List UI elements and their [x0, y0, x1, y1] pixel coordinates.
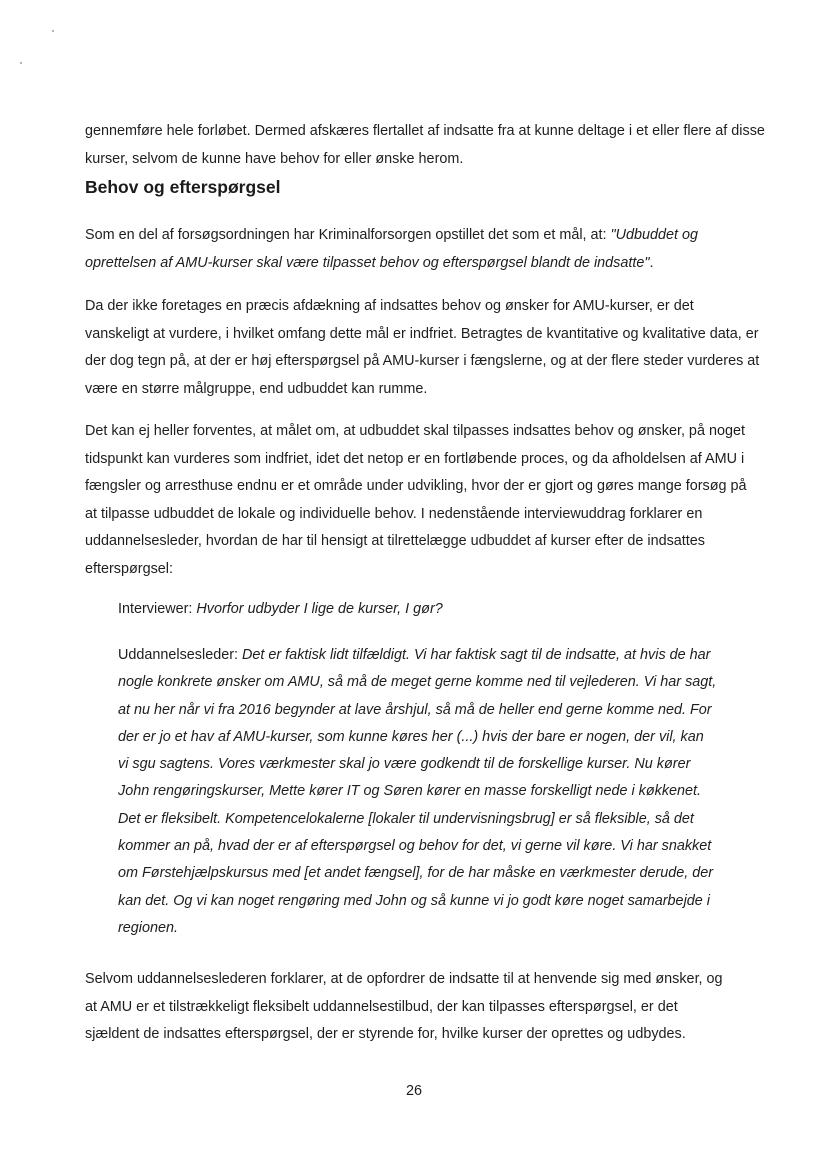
leader-answer: Det er faktisk lidt tilfældigt. Vi har faktisk sagt til de indsatte, at hvis de har nogle konkrete ønsker om AMU, så må de meget gerne komme ned til vejlederen. Vi har sagt, at nu her når vi fra 2016 begynder at lave årshjul, så må de heller end gerne komme ned. For der er jo et hav af AMU-kurser, som kunne køres her (...) hvis der bare er nogen, der vil, kan vi sgu sagtens. Vores værkmester skal jo være godkendt til de forskellige kurser. Nu kører John rengøringskurser, Mette kører IT og Søren kører en masse forskelligt nede i køkkenet. Det er fleksibelt. Kompetencelokalerne [lokaler til undervisningsbrug] er så fleksible, så det kommer an på, hvad der er af efterspørgsel og behov for det, vi gerne vil køre. Vi har snakket om Førstehjælpskursus med [et andet fængsel], for de har måske en værkmester derude, der kan det. Og vi kan noget rengøring med John og så kunne vi jo godt køre noget samarbejde i regionen. [118, 647, 717, 936]
scan-speck [52, 30, 54, 32]
goal-quote: "Udbuddet og oprettelsen af AMU-kurser skal være tilpasset behov og efterspørgsel blandt de indsatte" [85, 227, 699, 271]
assessment-paragraph: Da der ikke foretages en præcis afdækning af indsattes behov og ønsker for AMU-kurser, er det vanskeligt at vurdere, i hvilket omfang dette mål er indfriet. Betragtes de kvantitative og kvalitative data, er der dog tegn på, at der er høj efterspørgsel på AMU-kurser i fængslerne, og at der flere steder vurderes at være en større målgruppe, end udbuddet kan rumme. [85, 298, 760, 397]
leader-label: Uddannelsesleder: [118, 647, 242, 663]
page-number: 26 [405, 1083, 422, 1099]
interviewer-label: Interviewer: [118, 601, 197, 617]
goal-paragraph [85, 222, 745, 277]
scan-speck [20, 62, 22, 64]
conclusion-paragraph: Selvom uddannelseslederen forklarer, at de opfordrer de indsatte til at henvende sig med ønsker, og at AMU er et tilstrækkeligt fleksibelt uddannelsestilbud, der kan tilpasses efterspørgsel, er det sjældent de indsattes efterspørgsel, der er styrende for, hvilke kurser der oprettes og udbydes. [85, 971, 723, 1042]
goal-end: . [649, 254, 654, 271]
leader-quote [118, 642, 718, 942]
interviewer-question: Hvorfor udbyder I lige de kurser, I gør? [196, 601, 443, 617]
goal-lead-text: Som en del af forsøgsordningen har Kriminalforsorgen opstillet det som et mål, at: [85, 227, 611, 243]
interviewer-quote [118, 596, 718, 624]
section-heading: Behov og efterspørgsel [85, 177, 281, 197]
intro-paragraph: gennemføre hele forløbet. Dermed afskæres flertallet af indsatte fra at kunne deltage i et eller flere af disse kurser, selvom de kunne have behov for eller ønske herom. [85, 123, 765, 167]
process-paragraph: Det kan ej heller forventes, at målet om, at udbuddet skal tilpasses indsattes behov og ønsker, på noget tidspunkt kan vurderes som indfriet, idet det netop er en fortløbende proces, og da afholdelsen af AMU i fængsler og arresthuse endnu er et område under udvikling, hvor der er gjort og gøres mange forsøg på at tilpasse udbuddet de lokale og individuelle behov. I nedenstående interviewuddrag forklarer en uddannelsesleder, hvordan de har til hensigt at tilrettelægge udbuddet af kurser efter de indsattes efterspørgsel: [85, 423, 747, 577]
